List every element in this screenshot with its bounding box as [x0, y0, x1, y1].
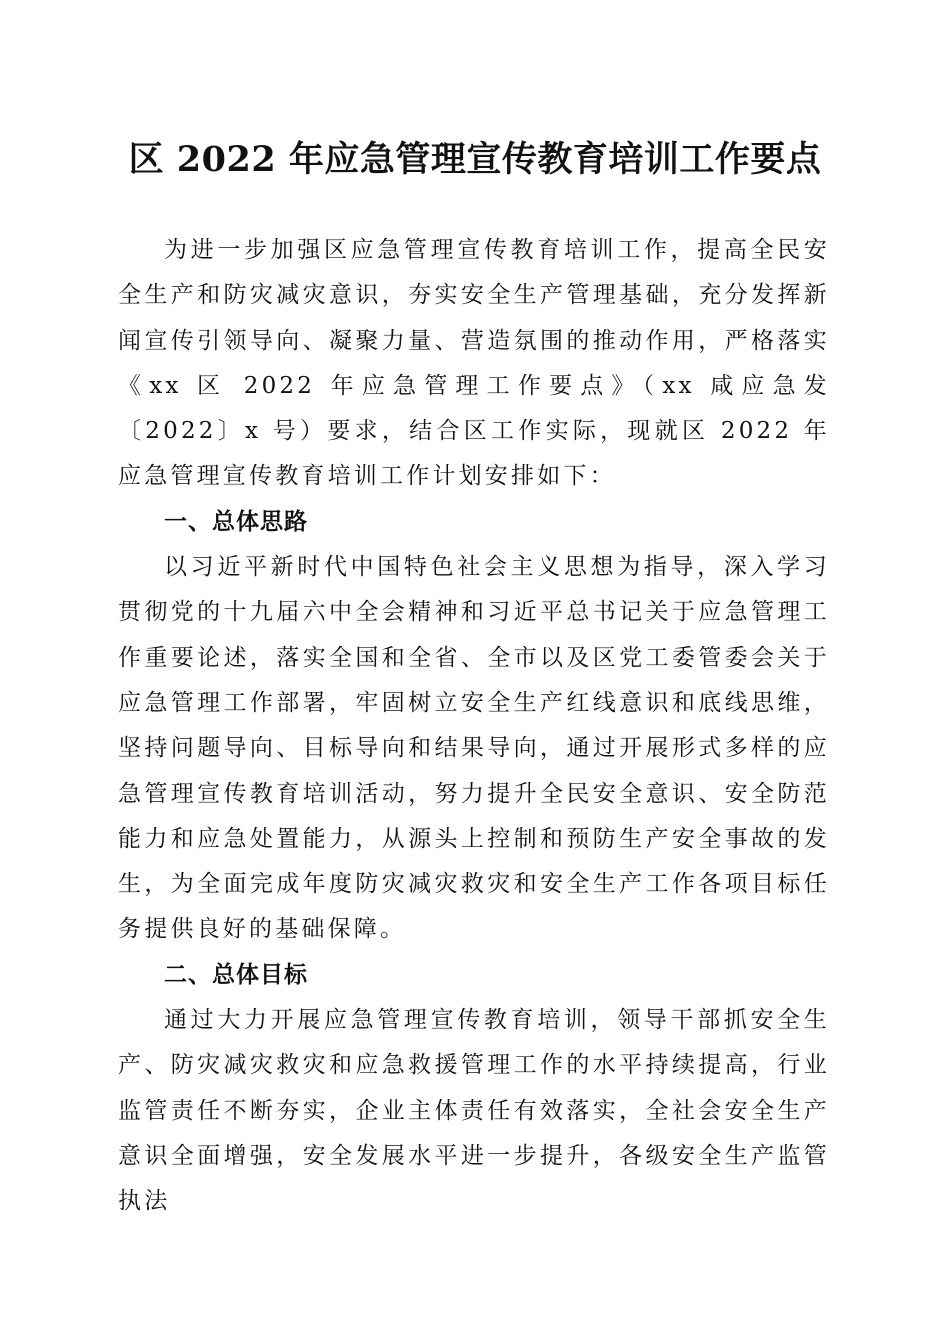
document-body: [118, 228, 830, 1225]
document-title: 区 2022 年应急管理宣传教育培训工作要点: [128, 139, 822, 180]
section-paragraph-overall-goals: 通过大力开展应急管理宣传教育培训，领导干部抓安全生产、防灾减灾救灾和应急救援管理工作的水平持续提高，行业监管责任不断夯实，企业主体责任有效落实，全社会安全生产意识全面增强，安全发展水平进一步提升，各级安全生产监管执法: [118, 1007, 830, 1215]
section-heading-overall-approach: 一、总体思路: [164, 508, 308, 535]
section-paragraph-overall-approach: 以习近平新时代中国特色社会主义思想为指导，深入学习贯彻党的十九届六中全会精神和习近平总书记关于应急管理工作重要论述，落实全国和全省、全市以及区党工委管委会关于应急管理工作部署，牢固树立安全生产红线意识和底线思维，坚持问题导向、目标导向和结果导向，通过开展形式多样的应急管理宣传教育培训活动，努力提升全民安全意识、安全防范能力和应急处置能力，从源头上控制和预防生产安全事故的发生，为全面完成年度防灾减灾救灾和安全生产工作各项目标任务提供良好的基础保障。: [118, 554, 830, 943]
section-heading-overall-goals: 二、总体目标: [164, 961, 308, 988]
intro-paragraph: 为进一步加强区应急管理宣传教育培训工作，提高全民安全生产和防灾减灾意识，夯实安全生产管理基础，充分发挥新闻宣传引领导向、凝聚力量、营造氛围的推动作用，严格落实《xx 区 2022 年应急管理工作要点》（xx 咸应急发〔2022〕x 号）要求，结合区工作实际，现就区 2022 年应急管理宣传教育培训工作计划安排如下：: [118, 237, 830, 490]
